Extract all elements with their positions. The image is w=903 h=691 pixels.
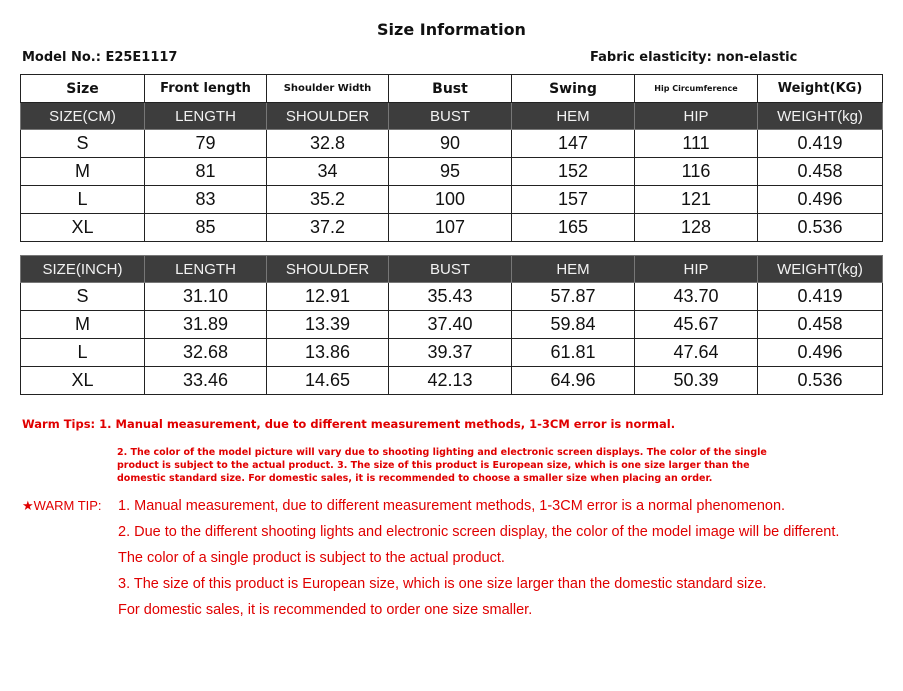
fabric-elasticity: Fabric elasticity: non-elastic: [590, 50, 798, 65]
table-cell: 32.68: [145, 339, 267, 367]
table-cell: 79: [145, 130, 267, 158]
table-cell: 47.64: [635, 339, 758, 367]
table-cell: 50.39: [635, 367, 758, 395]
table-cell: 0.496: [758, 186, 883, 214]
table-cell: 0.419: [758, 283, 883, 311]
table-cell: 0.458: [758, 158, 883, 186]
table-cell: 100: [389, 186, 512, 214]
warm-tips-line: Warm Tips: 1. Manual measurement, due to different measurement methods, 1-3CM error is normal.: [22, 417, 676, 431]
table-cell: 43.70: [635, 283, 758, 311]
warm-tips-details: 2. The color of the model picture will vary due to shooting lighting and electronic screen displays. The color of the single product is subject to the actual product. 3. The size of this product is European size, which is one size larger than the domestic standard size. For domestic sales, it is recommended to choose a smaller size when placing an order.: [117, 447, 767, 484]
table-cell: 35.43: [389, 283, 512, 311]
column-header: SHOULDER: [267, 256, 389, 283]
table-row: [21, 367, 883, 395]
table-cell: 37.40: [389, 311, 512, 339]
table-cell: 107: [389, 214, 512, 242]
table-cell: 45.67: [635, 311, 758, 339]
column-header: HIP: [635, 256, 758, 283]
column-header: HEM: [512, 103, 635, 130]
column-header: HEM: [512, 256, 635, 283]
table-cell: 64.96: [512, 367, 635, 395]
table-row: [21, 311, 883, 339]
table-cell: 0.536: [758, 367, 883, 395]
column-header: SHOULDER: [267, 103, 389, 130]
table-cell: 13.86: [267, 339, 389, 367]
table-cell: 14.65: [267, 367, 389, 395]
table-cell: 0.458: [758, 311, 883, 339]
table-cell: 90: [389, 130, 512, 158]
table-cell: 13.39: [267, 311, 389, 339]
column-header: BUST: [389, 103, 512, 130]
table-cell: 32.8: [267, 130, 389, 158]
table-cell: XL: [21, 214, 145, 242]
table-cell: 57.87: [512, 283, 635, 311]
header-front-length: Front length: [145, 75, 267, 103]
table-cell: 12.91: [267, 283, 389, 311]
warm-tip-line: 1. Manual measurement, due to different measurement methods, 1-3CM error is a normal phenomenon.: [118, 498, 786, 514]
warm-tip-line: The color of a single product is subject to the actual product.: [118, 550, 505, 566]
warm-tip-line: 2. Due to the different shooting lights and electronic screen display, the color of the model image will be different.: [118, 524, 840, 540]
table-row: [21, 186, 883, 214]
table-row: [21, 214, 883, 242]
table-cell: 34: [267, 158, 389, 186]
header-swing: Swing: [512, 75, 635, 103]
table-cell: 147: [512, 130, 635, 158]
table-cell: 83: [145, 186, 267, 214]
table-row: [21, 283, 883, 311]
warm-tip-label: ★WARM TIP:: [22, 498, 102, 513]
table-cell: L: [21, 339, 145, 367]
header-bust: Bust: [389, 75, 512, 103]
table-row: [21, 130, 883, 158]
table-cell: 116: [635, 158, 758, 186]
table-cell: 59.84: [512, 311, 635, 339]
table-cell: 121: [635, 186, 758, 214]
table-cell: 31.10: [145, 283, 267, 311]
table-cell: M: [21, 158, 145, 186]
header-weight: Weight(KG): [758, 75, 883, 103]
page-title: Size Information: [377, 20, 526, 39]
inch-column-header-row: [21, 256, 883, 283]
size-table-cm: [20, 74, 883, 242]
table-cell: XL: [21, 367, 145, 395]
table-cell: 0.536: [758, 214, 883, 242]
size-table-inch: [20, 255, 883, 395]
table-cell: 165: [512, 214, 635, 242]
column-header: LENGTH: [145, 256, 267, 283]
table-cell: 85: [145, 214, 267, 242]
column-header: SIZE(INCH): [21, 256, 145, 283]
table-cell: S: [21, 130, 145, 158]
table-cell: 128: [635, 214, 758, 242]
table-cell: 0.496: [758, 339, 883, 367]
header-size: Size: [21, 75, 145, 103]
table-cell: 35.2: [267, 186, 389, 214]
table-row: [21, 158, 883, 186]
table-cell: S: [21, 283, 145, 311]
cm-column-header-row: [21, 103, 883, 130]
header-shoulder-width: Shoulder Width: [267, 75, 389, 103]
table-cell: L: [21, 186, 145, 214]
model-number: Model No.: E25E1117: [22, 50, 178, 65]
table-row: [21, 339, 883, 367]
column-header: WEIGHT(kg): [758, 103, 883, 130]
table-cell: 0.419: [758, 130, 883, 158]
header-hip-circumference: Hip Circumference: [635, 75, 758, 103]
table-cell: 95: [389, 158, 512, 186]
table-cell: 157: [512, 186, 635, 214]
column-header: SIZE(CM): [21, 103, 145, 130]
column-header: WEIGHT(kg): [758, 256, 883, 283]
column-header: LENGTH: [145, 103, 267, 130]
header-row: [21, 75, 883, 103]
warm-tip-line: For domestic sales, it is recommended to order one size smaller.: [118, 602, 533, 618]
table-cell: 33.46: [145, 367, 267, 395]
table-cell: 31.89: [145, 311, 267, 339]
table-cell: 81: [145, 158, 267, 186]
table-cell: 37.2: [267, 214, 389, 242]
table-cell: 111: [635, 130, 758, 158]
table-cell: 39.37: [389, 339, 512, 367]
warm-tip-line: 3. The size of this product is European size, which is one size larger than the domestic standard size.: [118, 576, 767, 592]
table-cell: 61.81: [512, 339, 635, 367]
table-cell: 152: [512, 158, 635, 186]
column-header: BUST: [389, 256, 512, 283]
table-cell: M: [21, 311, 145, 339]
table-cell: 42.13: [389, 367, 512, 395]
column-header: HIP: [635, 103, 758, 130]
